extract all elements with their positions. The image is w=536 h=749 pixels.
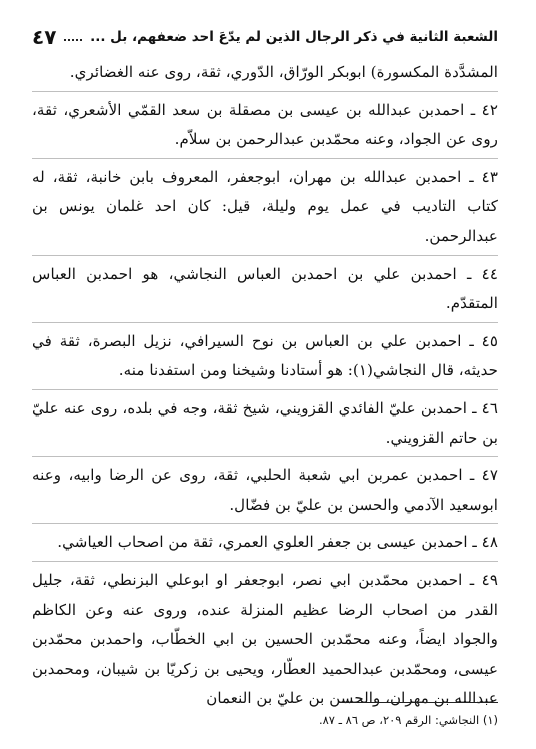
page-body [32,58,498,714]
entry-divider [32,255,498,256]
entry-44: ٤٤ ـ احمدبن علي بن احمدبن العباس النجاشي، هو احمدبن العباس المتقدّم. [32,264,498,313]
entry-46: ٤٦ ـ احمدبن عليّ الفائدي القزويني، شيخ ثقة، وجه في بلده، روى عنه عليّ بن حاتم القزويني. [32,398,498,447]
entry-47: ٤٧ ـ احمدبن عمربن ابي شعبة الحلبي، ثقة، روى عن الرضا وابيه، وعنه ابوسعيد الآدمي والحسن بن عليّ بن فضّال. [32,466,498,514]
entry-divider [32,322,498,323]
entry-divider [32,389,498,390]
footnote-rule [338,702,498,703]
entry-divider [32,91,498,92]
entry-43: ٤٣ ـ احمدبن عبدالله بن مهران، ابوجعفر، المعروف بابن خانبة، ثقة، له كتاب التاديب في عمل يوم وليلة، قيل: كان احد غلمان يونس بن عبدالرحمن. [32,167,498,245]
entry-divider [32,561,498,562]
entry-continued: المشدَّدة المكسورة) ابوبكر الورّاق، الدّوري، ثقة، روى عنه الغضائري. [69,63,498,81]
entry-48: ٤٨ ـ احمدبن عيسى بن جعفر العلوي العمري، ثقة من اصحاب العياشي. [57,533,498,552]
header-title: الشعبة الثانية في ذكر الرجال الذين لم يدّعَ احد ضعفهم، بل ... [90,29,498,45]
footnote: (١) النجاشي: الرقم ٢٠٩، ص ٨٦ ـ ٨٧. [318,713,498,727]
header-leader-dots [64,39,82,41]
running-header [32,24,498,50]
entry-divider [32,523,498,524]
entry-42: ٤٢ ـ احمدبن عبدالله بن عيسى بن مصقلة بن سعد القمّي الأشعري، ثقة، روى عن الجواد، وعنه محمّدبن عبدالرحمن بن سلاّم. [32,100,498,149]
entry-45: ٤٥ ـ احمدبن علي بن العباس بن نوح السيرافي، نزيل البصرة، ثقة في حديثه، قال النجاشي(١): هو أستادنا وشيخنا ومن استفدنا منه. [32,331,498,380]
entry-49: ٤٩ ـ احمدبن محمّدبن ابي نصر، ابوجعفر او ابوعلي البزنطي، ثقة، جليل القدر من اصحاب الرضا عظيم المنزلة عنده، وروى عنه وعن الكاظم والجواد ايضاً، وعنه محمّدبن الحسين بن ابي الخطّاب، واحمدبن محمّدبن عيسى، ومحمّدبن عبدالحميد العطّار، ويحيى بن زكريّا بن شيبان، ومحمدبن عبدالله بن مهران، والحسن بن عليّ بن النعمان [32,570,498,708]
entry-divider [32,456,498,457]
page-number: ٤٧ [32,25,57,49]
entry-divider [32,158,498,159]
